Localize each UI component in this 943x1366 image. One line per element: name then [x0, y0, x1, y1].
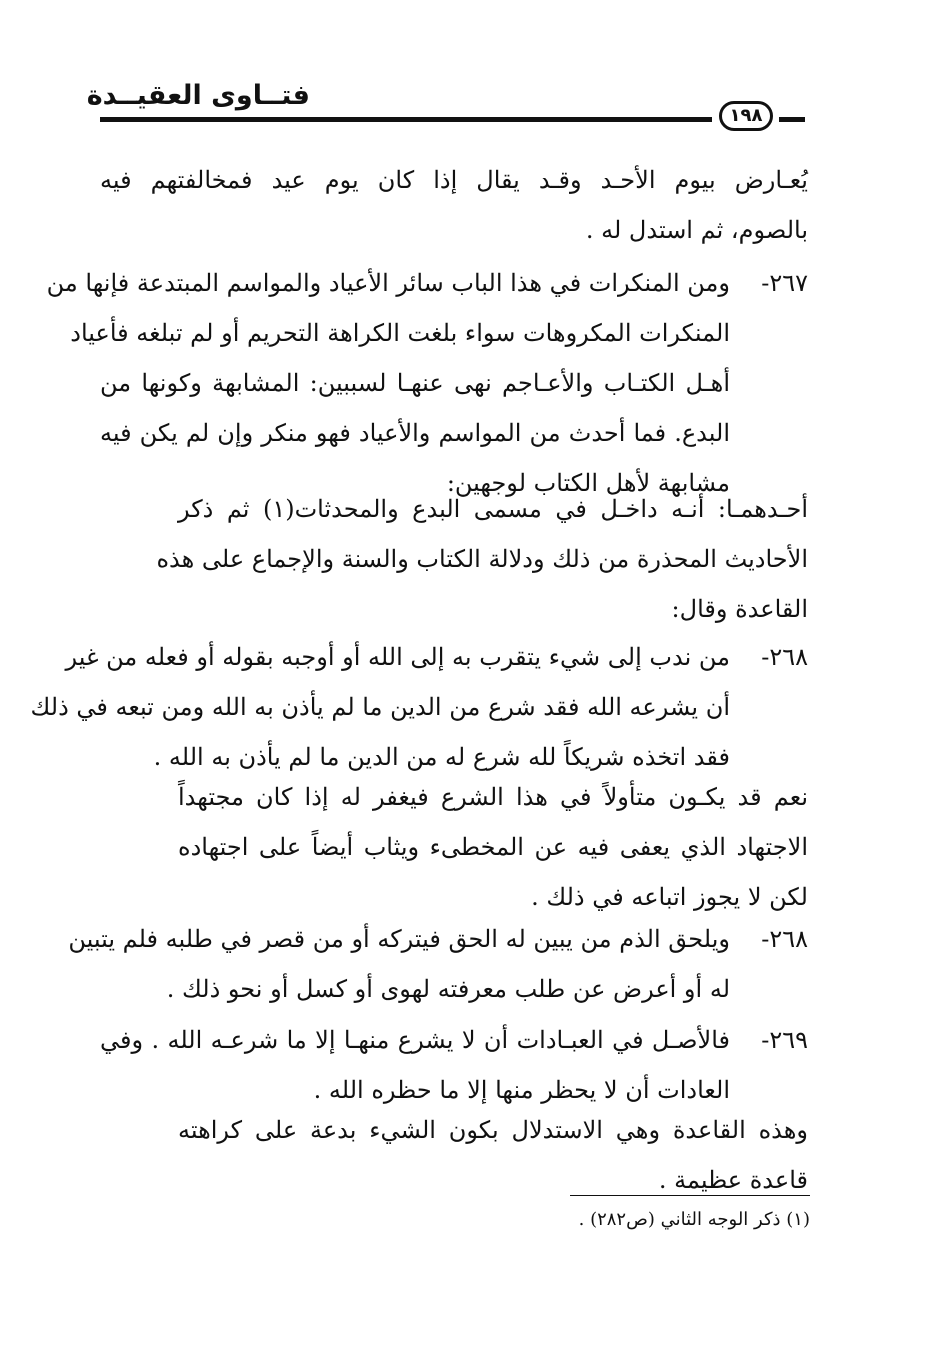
text-line: وهذه القاعدة وهي الاستدلال بكون الشيء بدعة على كراهته — [178, 1116, 808, 1144]
text-line: له أو أعرض عن طلب معرفته لهوى أو كسل أو نحو ذلك . — [166, 975, 730, 1003]
text-line: المنكرات المكروهات سواء بلغت الكراهة التحريم أو لم تبلغه فأعياد — [70, 319, 730, 347]
text-line: يُعـارض بيوم الأحـد وقـد يقال إذا كان يوم عيد فمخالفتهم فيه — [100, 166, 808, 194]
text-line: قاعدة عظيمة . — [658, 1166, 808, 1194]
text-line: من ندب إلى شيء يتقرب به إلى الله أو أوجبه بقوله أو فعله من غير — [65, 643, 730, 671]
text-line: ومن المنكرات في هذا الباب سائر الأعياد والمواسم المبتدعة فإنها من — [46, 269, 730, 297]
text-line: الأحاديث المحذرة من ذلك ودلالة الكتاب والسنة والإجماع على هذه — [156, 545, 808, 573]
paragraph-number: ٢٦٨- — [761, 925, 808, 953]
paragraph — [156, 484, 808, 634]
paragraph-number: ٢٦٧- — [761, 269, 808, 297]
text-line: مشابهة لأهل الكتاب لوجهين: — [446, 469, 730, 497]
paragraph-number: ٢٦٩- — [761, 1026, 808, 1054]
text-line: بالصوم، ثم استدل له . — [585, 216, 808, 244]
running-header-title: فتــاوى العقيــدة — [86, 80, 310, 111]
paragraph — [178, 772, 808, 922]
text-line: لكن لا يجوز اتباعه في ذلك . — [531, 883, 808, 911]
text-line: العادات أن لا يحظر منها إلا ما حظره الله . — [313, 1076, 730, 1104]
paragraph — [178, 1105, 808, 1205]
text-line: أهـل الكتـاب والأعـاجم نهى عنهـا لسببين: المشابهة وكونها من — [100, 369, 730, 397]
text-line: نعم قد يكـون متأولاً في هذا الشرع فيغفر له إذا كان مجتهداً — [178, 783, 809, 811]
paragraph — [100, 155, 808, 255]
text-line: القاعدة وقال: — [671, 595, 808, 623]
numbered-paragraph — [30, 632, 808, 782]
text-line: ويلحق الذم من يبين له الحق فيتركه أو من قصر في طلبه فلم يتبين — [68, 925, 730, 953]
text-line: البدع. فما أحدث من المواسم والأعياد فهو منكر وإن لم يكن فيه — [100, 419, 730, 447]
page-number: ١٩٨ — [719, 101, 773, 131]
text-line: أن يشرعه الله فقد شرع من الدين ما لم يأذن به الله ومن تبعه في ذلك — [30, 693, 730, 721]
header-rule — [100, 117, 712, 122]
text-line: فالأصـل في العبـادات أن لا يشرع منهـا إلا ما شرعـه الله . وفي — [100, 1026, 730, 1054]
numbered-paragraph — [100, 1015, 808, 1115]
footnote-rule — [570, 1195, 810, 1196]
text-line: أحـدهمـا: أنـه داخـل في مسمى البدع والمحدثات(١) ثم ذكر — [178, 495, 808, 523]
numbered-paragraph — [68, 914, 808, 1014]
header-dash — [779, 117, 805, 122]
text-line: فقد اتخذه شريكاً لله شرع له من الدين ما لم يأذن به الله . — [153, 743, 730, 771]
footnote: (١) ذكر الوجه الثاني (ص٢٨٢) . — [578, 1209, 810, 1230]
paragraph-number: ٢٦٨- — [761, 643, 808, 671]
text-line: الاجتهاد الذي يعفى فيه عن المخطىء ويثاب أيضاً على اجتهاده — [178, 833, 808, 861]
numbered-paragraph — [46, 258, 808, 508]
